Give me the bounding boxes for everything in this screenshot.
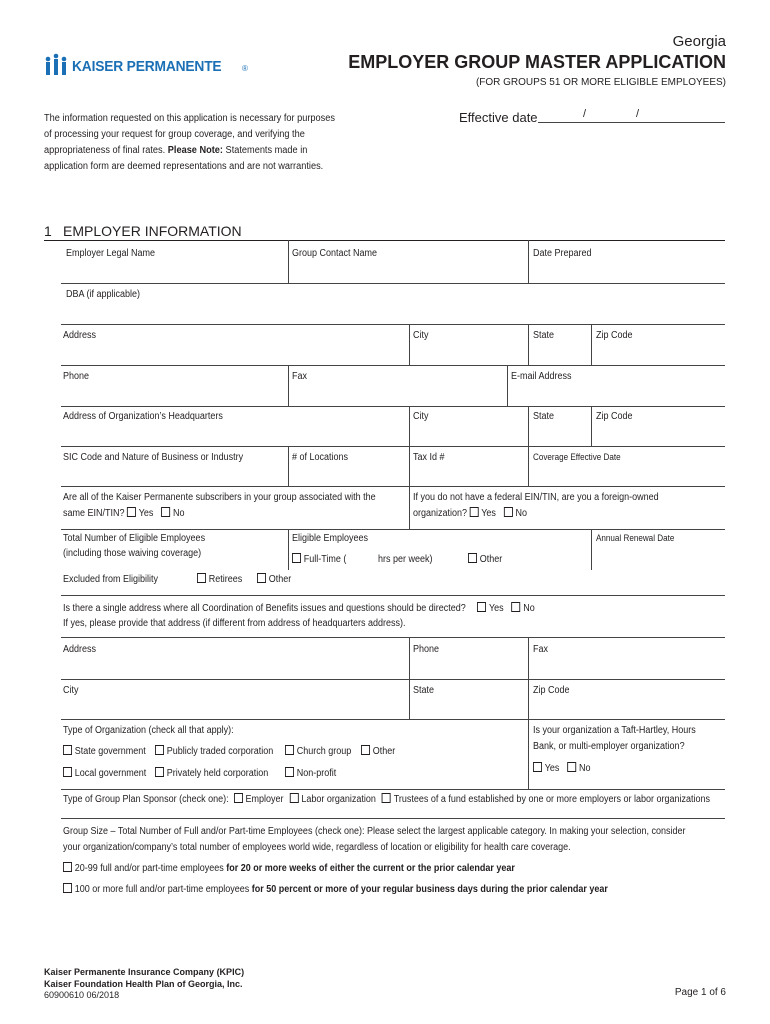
kp-symbol-icon (44, 53, 68, 77)
group-size-instructions: Group Size – Total Number of Full and/or Part-time Employees (check one): Please select the largest applicable category. In making your selection, consider (63, 826, 686, 837)
rule (61, 637, 725, 638)
org-local-gov-option: Local government (63, 767, 146, 780)
org-type-label: Type of Organization (check all that apply): (63, 725, 234, 736)
intro-text: The information requested on this application is necessary for purposes of processing your request for group coverage, and verifying the appropriateness of final rates. Please Note: Statements made in application form are deemed representations and are not warranties. (44, 113, 335, 172)
full-time-option: Full-Time ( (292, 553, 346, 566)
cob-city-label: City (63, 685, 79, 696)
rule (61, 406, 725, 407)
excluded-other-checkbox[interactable] (257, 573, 266, 583)
rule (591, 406, 592, 446)
rule (528, 240, 529, 283)
effective-date-field[interactable] (538, 122, 725, 123)
rule (61, 719, 725, 720)
cob-state-label: State (413, 685, 435, 696)
email-label: E-mail Address (511, 371, 572, 382)
same-ein-line: same EIN/TIN? Yes No (63, 508, 185, 519)
hq-state-label: State (533, 411, 555, 422)
rule (528, 406, 529, 446)
footer-issuer: Kaiser Permanente Insurance Company (KPIC) Kaiser Foundation Health Plan of Georgia, Inc. (44, 967, 245, 989)
rule (528, 446, 529, 486)
dba-label: DBA (if applicable) (66, 289, 141, 300)
org-other-option: Other (361, 745, 395, 758)
rule (44, 240, 725, 241)
rule (288, 529, 289, 570)
phone-label: Phone (63, 371, 90, 382)
registered-mark: ® (242, 64, 248, 73)
rule (61, 324, 725, 325)
rule (409, 637, 410, 719)
sponsor-employer-checkbox[interactable] (234, 793, 243, 803)
rule (61, 818, 725, 819)
sponsor-labor-checkbox[interactable] (290, 793, 299, 803)
rule (507, 365, 508, 406)
address-label: Address (63, 330, 97, 341)
effective-date-label: Effective date (459, 110, 538, 125)
rule (61, 365, 725, 366)
coverage-effective-label: Coverage Effective Date (533, 452, 621, 462)
rule (61, 446, 725, 447)
sponsor-row: Type of Group Plan Sponsor (check one): Employer Labor organization Trustees of a fund established by one or more employers or labor organizations (63, 794, 711, 805)
sic-label: SIC Code and Nature of Business or Industry (63, 452, 244, 463)
rule (409, 406, 410, 446)
excluded-other-option: Other (257, 573, 291, 586)
total-employees-sublabel: (including those waiving coverage) (63, 548, 202, 559)
hq-zip-label: Zip Code (596, 411, 633, 422)
hq-address-label: Address of Organization’s Headquarters (63, 411, 223, 422)
total-employees-label: Total Number of Eligible Employees (63, 533, 206, 544)
local-gov-checkbox[interactable] (63, 767, 72, 777)
same-ein-question: Are all of the Kaiser Permanente subscribers in your group associated with the (63, 492, 376, 503)
org-church-option: Church group (285, 745, 351, 758)
size-100-checkbox[interactable] (63, 883, 72, 893)
cob-instruction: If yes, please provide that address (if different from address of headquarters address). (63, 618, 406, 629)
excluded-label: Excluded from Eligibility (63, 574, 159, 585)
foreign-no-checkbox[interactable] (504, 507, 513, 517)
brand-wordmark: KAISER PERMANENTE (72, 58, 222, 75)
cob-fax-label: Fax (533, 644, 549, 655)
rule (591, 324, 592, 365)
eligible-employees-label: Eligible Employees (292, 533, 369, 544)
annual-renewal-label: Annual Renewal Date (596, 533, 675, 543)
org-nonprofit-option: Non-profit (285, 767, 336, 780)
group-contact-name-label: Group Contact Name (292, 248, 378, 259)
hq-city-label: City (413, 411, 429, 422)
locations-label: # of Locations (292, 452, 349, 463)
page-title: EMPLOYER GROUP MASTER APPLICATION (348, 52, 726, 72)
public-corp-checkbox[interactable] (155, 745, 164, 755)
org-public-corp-option: Publicly traded corporation (155, 745, 273, 758)
rule (288, 240, 289, 283)
eligible-other-checkbox[interactable] (468, 553, 477, 563)
full-time-checkbox[interactable] (292, 553, 301, 563)
same-ein-yes-checkbox[interactable] (127, 507, 136, 517)
private-corp-checkbox[interactable] (155, 767, 164, 777)
org-private-corp-option: Privately held corporation (155, 767, 268, 780)
fax-label: Fax (292, 371, 308, 382)
taft-hartley-question: Is your organization a Taft-Hartley, Hours (533, 725, 696, 736)
section-number: 1 (44, 223, 52, 239)
zip-label: Zip Code (596, 330, 633, 341)
rule (61, 283, 725, 284)
page-number: Page 1 of 6 (674, 987, 726, 998)
rule (528, 324, 529, 365)
org-other-checkbox[interactable] (361, 745, 370, 755)
rule (61, 595, 725, 596)
section-title: EMPLOYER INFORMATION (63, 223, 242, 239)
cob-question: Is there a single address where all Coordination of Benefits issues and questions should be directed? Yes No (63, 603, 535, 614)
rule (409, 324, 410, 365)
group-size-20-99-option: 20-99 full and/or part-time employees for 20 or more weeks of either the current or the prior calendar year (63, 862, 515, 875)
cob-phone-label: Phone (413, 644, 440, 655)
hrs-per-week-label: hrs per week) (378, 554, 433, 565)
form-code: 60900610 06/2018 (44, 990, 120, 1000)
date-separator: / (583, 108, 587, 120)
cob-no-checkbox[interactable] (512, 602, 521, 612)
date-prepared-label: Date Prepared (533, 248, 592, 259)
employer-legal-name-label: Employer Legal Name (66, 248, 156, 259)
retirees-option: Retirees (197, 573, 242, 586)
retirees-checkbox[interactable] (197, 573, 206, 583)
sponsor-trustees-checkbox[interactable] (382, 793, 391, 803)
same-ein-no-checkbox[interactable] (161, 507, 170, 517)
group-size-instructions-2: your organization/company’s total number of employees world wide, regardless of location or eligibility for health care coverage. (63, 842, 571, 853)
church-checkbox[interactable] (285, 745, 294, 755)
taft-no-checkbox[interactable] (567, 762, 576, 772)
taft-hartley-options: Yes No (533, 762, 591, 775)
state-gov-checkbox[interactable] (63, 745, 72, 755)
cob-address-label: Address (63, 644, 97, 655)
rule (528, 719, 529, 789)
rule (288, 446, 289, 486)
rule (61, 679, 725, 680)
nonprofit-checkbox[interactable] (285, 767, 294, 777)
taft-yes-checkbox[interactable] (533, 762, 542, 772)
cob-zip-label: Zip Code (533, 685, 570, 696)
city-label: City (413, 330, 429, 341)
eligible-other-option: Other (468, 553, 502, 566)
foreign-owned-line: organization? Yes No (413, 508, 528, 519)
tax-id-label: Tax Id # (413, 452, 445, 463)
foreign-yes-checkbox[interactable] (470, 507, 479, 517)
group-size-100-option: 100 or more full and/or part-time employees for 50 percent or more of your regular business days during the prior calendar year (63, 883, 608, 896)
state-name: Georgia (672, 33, 726, 50)
size-20-99-checkbox[interactable] (63, 862, 72, 872)
page-subtitle: (FOR GROUPS 51 OR MORE ELIGIBLE EMPLOYEES) (475, 77, 726, 88)
rule (288, 365, 289, 406)
taft-hartley-question-2: Bank, or multi-employer organization? (533, 741, 685, 752)
rule (61, 486, 725, 487)
foreign-owned-question: If you do not have a federal EIN/TIN, are you a foreign-owned (413, 492, 659, 503)
rule (409, 446, 410, 486)
state-label: State (533, 330, 555, 341)
rule (61, 789, 725, 790)
rule (61, 529, 725, 530)
date-separator: / (636, 108, 640, 120)
rule (591, 529, 592, 570)
org-state-gov-option: State government (63, 745, 146, 758)
rule (409, 486, 410, 529)
rule (528, 637, 529, 719)
cob-yes-checkbox[interactable] (477, 602, 486, 612)
